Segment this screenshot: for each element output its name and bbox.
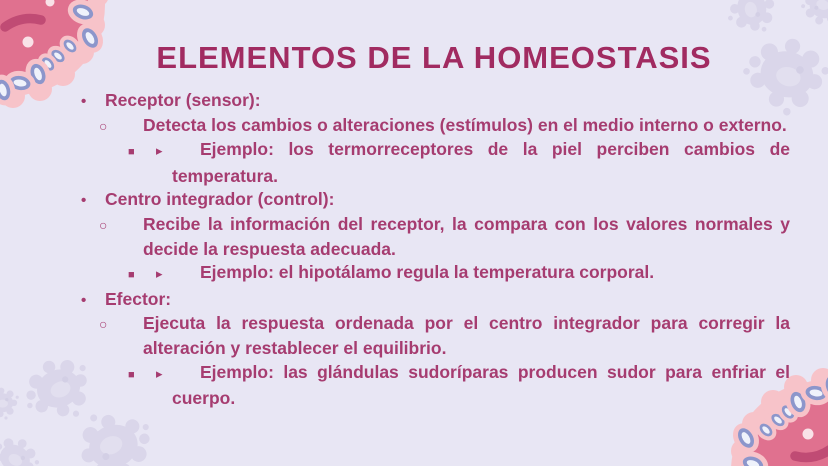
list-item-text: Ejemplo: el hipotálamo regula la temperatura corporal. [200, 262, 655, 283]
list-item [81, 288, 790, 313]
list-item-text: Ejemplo: las glándulas sudoríparas producen sudor para enfriar el cuerpo. [172, 361, 790, 409]
bullet-square-icon: ■ [128, 146, 135, 159]
bullet-square-icon: ■ [128, 368, 135, 381]
list-item [93, 114, 790, 139]
bullet-dot-icon: • [81, 93, 87, 110]
list-item-text: Ejecuta la respuesta ordenada por el centro integrador para corregir la alteración y restablecer el equilibrio. [143, 313, 790, 358]
bullet-dot-icon: • [81, 192, 87, 210]
list-item [93, 138, 790, 188]
bullet-circle-icon: ○ [99, 117, 108, 134]
list-item-text: Recibe la información del receptor, la compara con los valores normales y decide la respuesta adecuada. [143, 213, 790, 259]
page-title: ELEMENTOS DE LA HOMEOSTASIS [156, 40, 712, 75]
list-item-text: Receptor (sensor): [105, 90, 261, 110]
list-item-text: Centro integrador (control): [105, 189, 335, 210]
list-item [93, 312, 790, 360]
germ-silhouette [0, 382, 22, 422]
bullet-list [81, 89, 790, 411]
list-item-text: Ejemplo: los termorreceptores de la piel perciben cambios de temperatura. [172, 139, 790, 186]
bullet-arrow-icon: ▸ [156, 143, 163, 159]
bullet-arrow-icon: ▸ [156, 365, 163, 381]
list-item [81, 188, 790, 213]
bullet-circle-icon: ○ [99, 316, 108, 333]
list-item [93, 361, 790, 411]
list-item [93, 261, 790, 288]
list-item-text: Detecta los cambios o alteraciones (estímulos) en el medio interno o externo. [143, 114, 787, 135]
bullet-square-icon: ■ [128, 269, 135, 282]
bullet-circle-icon: ○ [99, 216, 108, 233]
list-item [93, 213, 790, 261]
list-item-text: Efector: [105, 288, 172, 309]
list-item [81, 89, 790, 114]
bullet-dot-icon: • [81, 291, 87, 309]
bullet-arrow-icon: ▸ [156, 266, 163, 282]
